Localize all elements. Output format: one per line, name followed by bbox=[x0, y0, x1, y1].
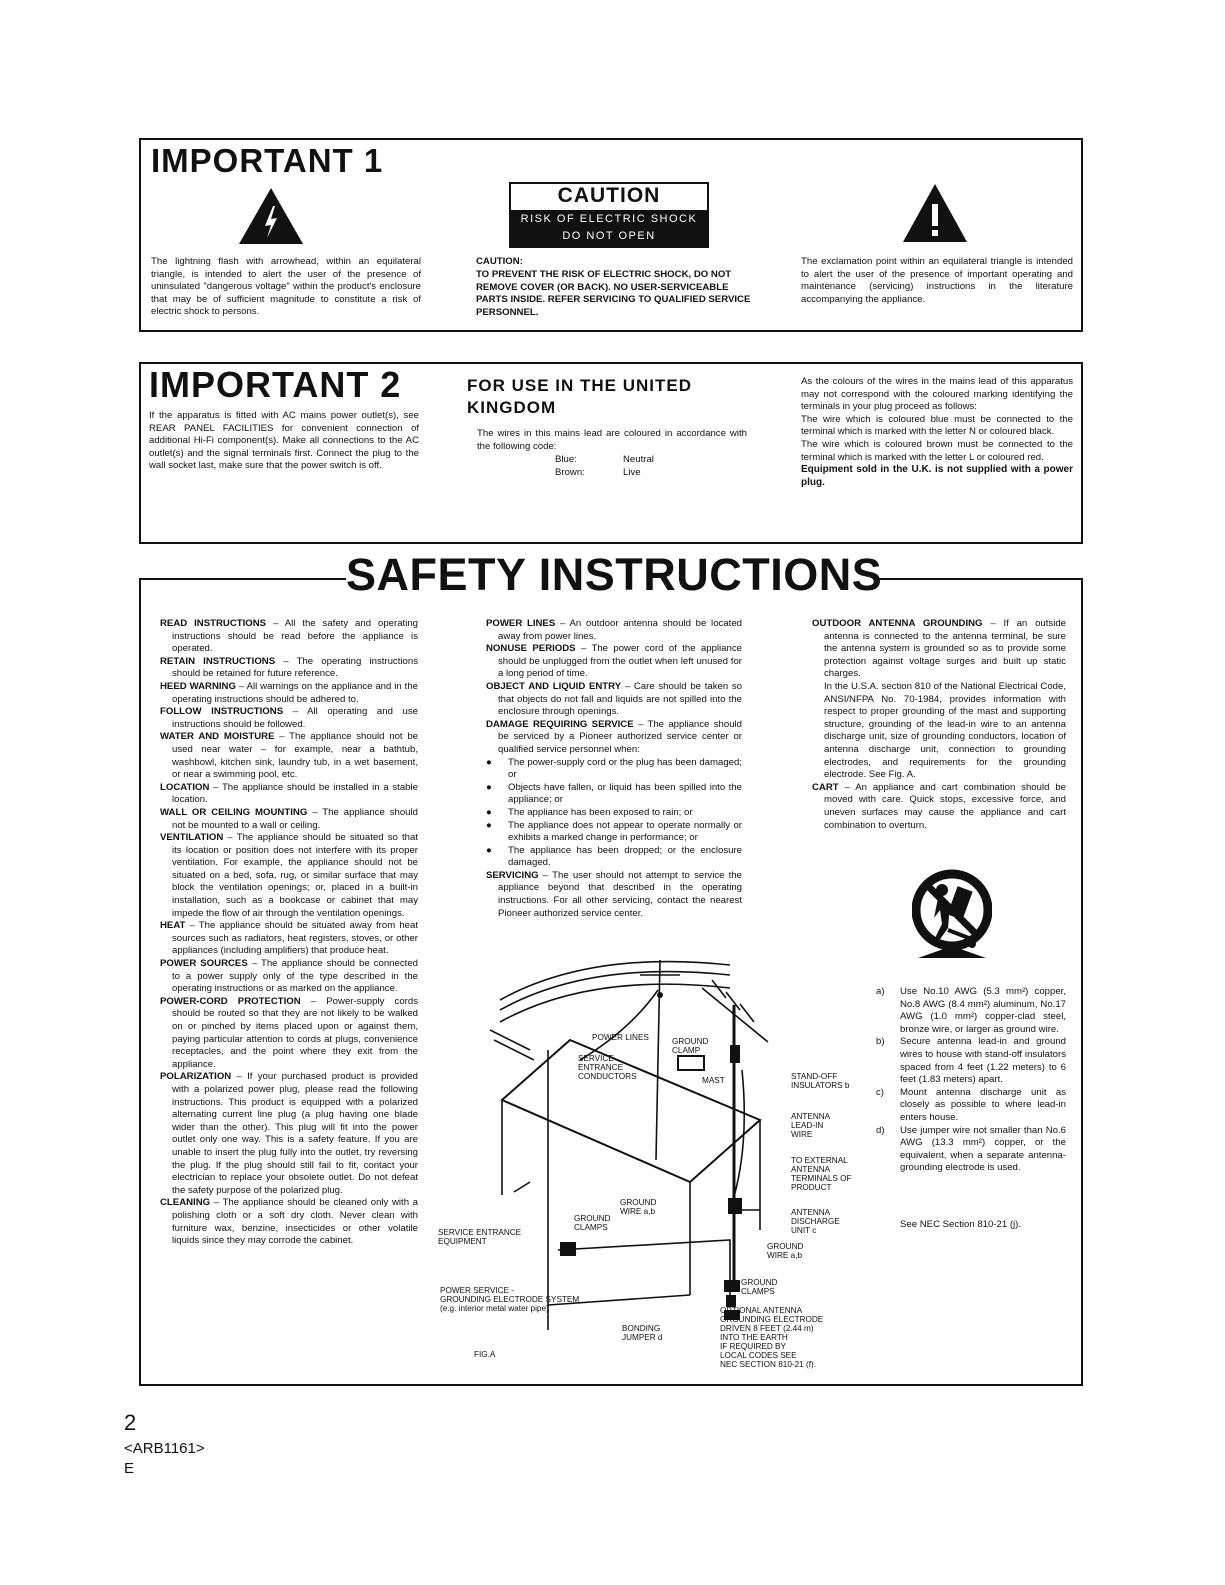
bullet-icon: ● bbox=[486, 819, 492, 831]
safety-column-2 bbox=[486, 618, 742, 920]
col2-entry bbox=[486, 719, 742, 757]
important-2-text: If the apparatus is fitted with AC mains power outlet(s), see REAR PANEL FACILITIES for convenient connection of additional Hi-Fi component(s). Make all connections to the AC outlet(s) and the signal terminals first. Connect the plug to the wall socket last, make sure that the power switch is off. bbox=[149, 410, 419, 472]
code-brown: Brown: bbox=[555, 467, 585, 478]
entry-heading: POLARIZATION bbox=[160, 1071, 232, 1083]
col1-entry bbox=[160, 656, 418, 681]
see-nec-section: See NEC Section 810-21 (j). bbox=[900, 1219, 1022, 1230]
entry-heading: FOLLOW INSTRUCTIONS bbox=[160, 706, 284, 718]
bullet-icon: ● bbox=[486, 756, 492, 768]
fig-label-service-equipment: SERVICE ENTRANCE EQUIPMENT bbox=[438, 1228, 522, 1246]
region-letter: E bbox=[124, 1460, 135, 1477]
entry-text: – Power-supply cords should be routed so that they are not likely to be walked on or pinched by items placed upon or against them, paying particular attention to cords at plugs, convenience receptacles, and the point where they exit from the appliance. bbox=[172, 995, 418, 1070]
note-text: Use No.10 AWG (5.3 mm²) copper, No.8 AWG (8.4 mm²) aluminum, No.17 AWG (1.0 mm²) copper-clad steel, bronze wire, or larger as ground wire. bbox=[900, 986, 1066, 1035]
col1-entry bbox=[160, 996, 418, 1072]
code-blue: Blue: bbox=[555, 454, 577, 465]
uk-right-bold: Equipment sold in the U.K. is not supplied with a power plug. bbox=[801, 464, 1073, 488]
fig-label-to-external: TO EXTERNAL ANTENNA TERMINALS OF PRODUCT bbox=[791, 1156, 852, 1192]
bullet-text: The power-supply cord or the plug has been damaged; or bbox=[508, 756, 742, 781]
important-2-box bbox=[139, 362, 1083, 544]
lightning-warning-icon bbox=[237, 186, 305, 246]
fig-label-standoff: STAND-OFF INSULATORS b bbox=[791, 1072, 850, 1090]
col1-entry bbox=[160, 706, 418, 731]
fig-label-ground-wire-right: GROUND WIRE a,b bbox=[767, 1242, 804, 1260]
safety-title: SAFETY INSTRUCTIONS bbox=[346, 549, 883, 600]
entry-heading: OBJECT AND LIQUID ENTRY bbox=[486, 680, 622, 692]
bullet-icon: ● bbox=[486, 844, 492, 856]
col1-entry bbox=[160, 832, 418, 920]
damage-condition-bullet bbox=[486, 757, 742, 782]
col1-entry bbox=[160, 1197, 418, 1247]
fig-label-service-entrance: SERVICE ENTRANCE CONDUCTORS bbox=[578, 1054, 637, 1081]
entry-text: – If your purchased product is provided with a polarized power plug, please read the following instructions. This product is equipped with a polarized alternating current line plug (a plug having one blade wider than the other). This plug will fit into the power outlet only one way. This is a safety feature. If you are unable to insert the plug fully into the outlet, try reversing the plug. If the plug should still fail to fit, contact your electrician to replace your obsolete outlet. Do not defeat the safety purpose of the polarized plug. bbox=[172, 1071, 418, 1196]
entry-text: – The appliance should be connected to a power supply only of the type described in the operating instructions or as marked on the appliance. bbox=[172, 958, 418, 995]
note-key: a) bbox=[876, 986, 885, 997]
entry-heading: POWER LINES bbox=[486, 618, 556, 629]
col1-entry bbox=[160, 731, 418, 781]
damage-condition-bullet bbox=[486, 845, 742, 870]
fig-label-power-service: POWER SERVICE - GROUNDING ELECTRODE SYSTEM (e.g. interior metal water pipe) bbox=[440, 1286, 580, 1313]
uk-heading-2: KINGDOM bbox=[467, 398, 557, 417]
col1-entry bbox=[160, 958, 418, 996]
col1-entry bbox=[160, 807, 418, 832]
note-text: Secure antenna lead-in and ground wires to house with stand-off insulators spaced from 4 feet (1.22 meters) to 6 feet (1.83 meters) apart. bbox=[900, 1036, 1066, 1086]
col1-entry bbox=[160, 1071, 418, 1197]
entry-text: – All warnings on the appliance and in the operating instructions should be adhered to. bbox=[172, 680, 419, 705]
entry-heading: RETAIN INSTRUCTIONS bbox=[160, 655, 276, 667]
uk-text: The wires in this mains lead are coloured in accordance with the following code: bbox=[477, 428, 747, 452]
caution-subtitle-1: RISK OF ELECTRIC SHOCK bbox=[511, 210, 707, 229]
col2-entry bbox=[486, 618, 742, 643]
bullet-icon: ● bbox=[486, 806, 492, 818]
damage-condition-bullet bbox=[486, 807, 742, 820]
safety-column-3 bbox=[812, 618, 1066, 832]
fig-label-discharge-unit: ANTENNA DISCHARGE UNIT c bbox=[791, 1208, 840, 1235]
bullet-text: The appliance has been exposed to rain; or bbox=[508, 806, 693, 818]
entry-cart: CART – An appliance and cart combination should be moved with care. Quick stops, excessive force, and uneven surfaces may cause the appliance and cart combination to overturn. bbox=[812, 781, 1066, 831]
note-key: d) bbox=[876, 1124, 885, 1136]
damage-condition-bullet bbox=[486, 820, 742, 845]
caution-subtitle-2: DO NOT OPEN bbox=[511, 229, 707, 246]
grounding-note bbox=[876, 1087, 1066, 1125]
entry-heading: POWER SOURCES bbox=[160, 958, 248, 970]
entry-heading: CLEANING bbox=[160, 1197, 211, 1209]
code-live: Live bbox=[623, 467, 641, 478]
col2-entry bbox=[486, 681, 742, 719]
entry-text: – The appliance should be situated so that its location or position does not interfere with its proper ventilation. For example, the appliance should not be situated on a bed, sofa, rug, or similar surface that may block the ventilation openings; or, placed in a built-in installation, such as a bookcase or cabinet that may impede the flow of air through the ventilation openings. bbox=[172, 832, 418, 919]
entry-heading: DAMAGE REQUIRING SERVICE bbox=[486, 718, 634, 730]
entry-outdoor-antenna-grounding: OUTDOOR ANTENNA GROUNDING – If an outside antenna is connected to the antenna terminal, be sure the antenna system is grounded so as to provide some protection against voltage surges and built up static charges. bbox=[812, 618, 1067, 680]
caution-title: CAUTION bbox=[557, 184, 661, 207]
grounding-notes bbox=[876, 986, 1066, 1175]
caution-heading: CAUTION: bbox=[476, 256, 523, 267]
important-1-box bbox=[139, 138, 1083, 332]
bullet-text: Objects have fallen, or liquid has been spilled into the appliance; or bbox=[508, 781, 742, 806]
entry-servicing: SERVICING – The user should not attempt to service the appliance beyond that described in the operating instructions. For all other servicing, contact the nearest Pioneer authorized service center. bbox=[486, 869, 742, 919]
exclamation-warning-icon bbox=[901, 182, 969, 244]
entry-text: – The appliance should be cleaned only with a polishing cloth or a soft dry cloth. Never clean with furniture wax, benzine, insecticides or other volatile liquids since they may corrode the cabinet. bbox=[172, 1197, 418, 1247]
entry-heading: HEAT bbox=[160, 920, 186, 932]
entry-heading: WALL OR CEILING MOUNTING bbox=[160, 806, 308, 818]
entry-text: – The operating instructions should be retained for future reference. bbox=[172, 655, 418, 680]
entry-heading: WATER AND MOISTURE bbox=[160, 731, 275, 743]
entry-text: – The appliance should be situated away from heat sources such as radiators, heat registers, stoves, or other appliances (including amplifiers) that produce heat. bbox=[172, 920, 418, 957]
note-text: Mount antenna discharge unit as closely as possible to where lead-in enters house. bbox=[900, 1086, 1066, 1123]
uk-right-p3: The wire which is coloured brown must be connected to the terminal which is marked with the letter L or coloured red. bbox=[801, 438, 1073, 463]
exclamation-description: The exclamation point within an equilateral triangle is intended to alert the user of the presence of important operating and maintenance (servicing) instructions in the literature accompanying the appliance. bbox=[801, 256, 1073, 305]
fig-label-bonding: BONDING JUMPER d bbox=[622, 1324, 663, 1342]
entry-heading: HEED WARNING bbox=[160, 680, 236, 692]
fig-label-ground-wire: GROUND WIRE a,b bbox=[620, 1198, 657, 1216]
uk-right-p1: As the colours of the wires in the mains lead of this apparatus may not correspond with the coloured marking identifying the terminals in your plug proceed as follows: bbox=[801, 376, 1073, 413]
entry-text: – All operating and use instructions should be followed. bbox=[172, 706, 418, 730]
code-neutral: Neutral bbox=[623, 454, 654, 465]
fig-label-fig-a: FIG.A bbox=[474, 1350, 496, 1359]
entry-text: – The power cord of the appliance should be unplugged from the outlet when left unused for a long period of time. bbox=[498, 643, 742, 680]
entry-text: – All the safety and operating instructions should be read before the appliance is operated. bbox=[172, 618, 418, 655]
col1-entry bbox=[160, 920, 418, 958]
bullet-icon: ● bbox=[486, 781, 492, 793]
fig-label-ground-clamps: GROUND CLAMPS bbox=[574, 1214, 611, 1232]
entry-heading: LOCATION bbox=[160, 781, 210, 793]
uk-right-column bbox=[801, 376, 1073, 489]
grounding-note bbox=[876, 986, 1066, 1036]
fig-label-optional-antenna: OPTIONAL ANTENNA GROUNDING ELECTRODE DRIVEN 8 FEET (2.44 m) INTO THE EARTH IF REQUIRED BY LOCAL CODES SEE NEC SECTION 810-21 (f). bbox=[720, 1306, 824, 1369]
entry-heading: POWER-CORD PROTECTION bbox=[160, 995, 301, 1007]
fig-label-ground-clamp: GROUND CLAMP bbox=[672, 1037, 709, 1055]
grounding-nec-paragraph: In the U.S.A. section 810 of the National Electrical Code, ANSI/NFPA No. 70-1984, provides information with respect to proper grounding of the mast and supporting structure, grounding of the lead-in wire to an antenna discharge unit, size of grounding conductors, location of antenna discharge unit, connection to grounding electrodes, and requirements for the grounding electrode. See Fig. A. bbox=[824, 680, 1066, 781]
document-code: <ARB1161> bbox=[124, 1440, 205, 1457]
grounding-note bbox=[876, 1125, 1066, 1175]
important-2-heading: IMPORTANT 2 bbox=[149, 364, 402, 405]
caution-label-box bbox=[509, 182, 709, 248]
col2-entry bbox=[486, 643, 742, 681]
cart-tipover-warning-icon bbox=[912, 858, 992, 970]
entry-text: – An outdoor antenna should be located away from power lines. bbox=[498, 618, 742, 642]
safety-column-1 bbox=[160, 618, 418, 1248]
fig-label-ground-clamps-right: GROUND CLAMPS bbox=[741, 1278, 778, 1296]
entry-text: – The appliance should be serviced by a Pioneer authorized service center or qualified service personnel when: bbox=[498, 718, 743, 755]
uk-right-p2: The wire which is coloured blue must be connected to the terminal which is marked with the letter N or coloured black. bbox=[801, 413, 1073, 438]
lightning-description: The lightning flash with arrowhead, within an equilateral triangle, is intended to alert the user of the presence of uninsulated "dangerous voltage" within the product's enclosure that may be of sufficient magnitude to constitute a risk of electric shock to persons. bbox=[151, 256, 421, 318]
caution-text: TO PREVENT THE RISK OF ELECTRIC SHOCK, DO NOT REMOVE COVER (OR BACK). NO USER-SERVICEABLE PARTS INSIDE. REFER SERVICING TO QUALIFIED SERVICE PERSONNEL. bbox=[476, 269, 751, 318]
entry-heading: NONUSE PERIODS bbox=[486, 643, 576, 655]
important-1-heading: IMPORTANT 1 bbox=[151, 142, 384, 179]
entry-text: – Care should be taken so that objects do not fall and liquids are not spilled into the enclosure through openings. bbox=[498, 680, 742, 718]
entry-text: – The appliance should not be mounted to a wall or ceiling. bbox=[172, 806, 418, 831]
bullet-text: The appliance has been dropped; or the enclosure damaged. bbox=[508, 844, 742, 869]
note-key: c) bbox=[876, 1086, 884, 1098]
note-key: b) bbox=[876, 1036, 885, 1048]
page-number: 2 bbox=[124, 1410, 137, 1435]
col1-entry bbox=[160, 681, 418, 706]
col1-entry bbox=[160, 782, 418, 807]
fig-label-antenna-leadin: ANTENNA LEAD-IN WIRE bbox=[791, 1112, 831, 1139]
col1-entry bbox=[160, 618, 418, 656]
entry-heading: VENTILATION bbox=[160, 832, 224, 844]
fig-label-power-lines: POWER LINES bbox=[592, 1033, 649, 1042]
entry-text: – The appliance should be installed in a stable location. bbox=[172, 781, 418, 806]
damage-condition-bullet bbox=[486, 782, 742, 807]
entry-text: – The appliance should not be used near water – for example, near a bathtub, washbowl, kitchen sink, laundry tub, in a wet basement, or near a swimming pool, etc. bbox=[172, 731, 418, 781]
bullet-text: The appliance does not appear to operate normally or exhibits a marked change in performance; or bbox=[508, 819, 742, 844]
fig-label-mast: MAST bbox=[702, 1076, 725, 1085]
grounding-note bbox=[876, 1036, 1066, 1086]
note-text: Use jumper wire not smaller than No.6 AWG (13.3 mm²) copper, or the equivalent, when a separate antenna-grounding electrode is used. bbox=[900, 1124, 1066, 1174]
uk-heading-1: FOR USE IN THE UNITED bbox=[467, 376, 693, 395]
entry-heading: READ INSTRUCTIONS bbox=[160, 618, 267, 629]
